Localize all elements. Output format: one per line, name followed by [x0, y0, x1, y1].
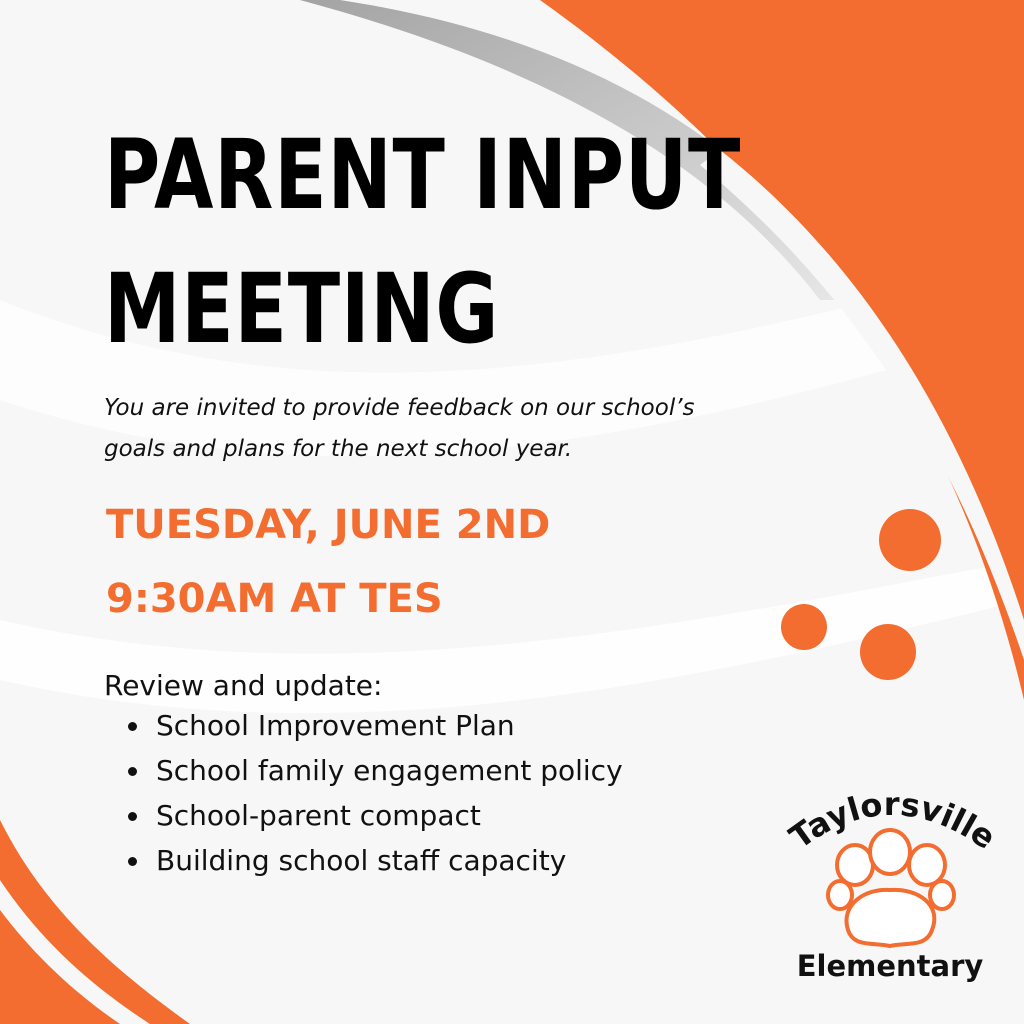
list-item: School-parent compact [124, 793, 623, 838]
school-logo [770, 780, 1010, 990]
orange-dot [860, 624, 916, 680]
logo-bottom-text: Elementary [796, 949, 984, 983]
date-time-block [106, 488, 550, 636]
list-item: Building school staff capacity [124, 838, 623, 883]
title-line: MEETING [104, 253, 500, 365]
logo-top-text: Taylorsville [782, 784, 1003, 857]
orange-dot [879, 509, 941, 571]
review-label: Review and update: [104, 669, 383, 702]
invitation-line: goals and plans for the next school year. [104, 436, 573, 462]
list-item: School family engagement policy [124, 748, 623, 793]
review-list [124, 703, 623, 883]
title-line: PARENT INPUT [104, 119, 742, 231]
paw-print-icon [828, 830, 954, 946]
orange-dot [781, 604, 827, 650]
list-item: School Improvement Plan [124, 703, 623, 748]
page-title [104, 108, 741, 376]
invitation-line: You are invited to provide feedback on our school’s [104, 395, 695, 421]
invitation-text [104, 388, 824, 470]
meeting-date: TUESDAY, JUNE 2ND [106, 502, 551, 548]
meeting-time: 9:30AM AT TES [106, 576, 443, 622]
